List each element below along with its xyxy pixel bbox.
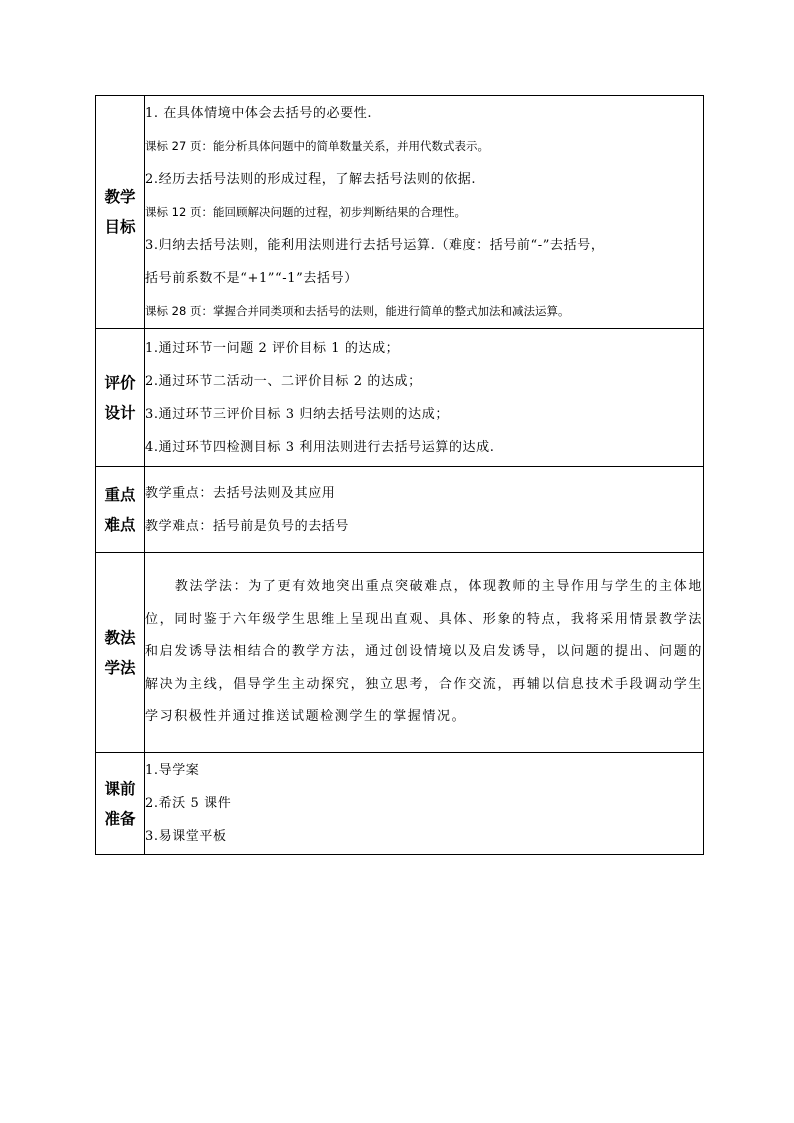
evaluation-line: 4.通过环节四检测目标 3 利用法则进行去括号运算的达成. <box>145 439 495 455</box>
curriculum-standard-line: 课标 28 页：掌握合并同类项和去括号的法则，能进行简单的整式加法和减法运算。 <box>145 303 570 318</box>
section-row-evaluation <box>96 329 704 467</box>
label-line: 教学 <box>104 188 136 206</box>
section-label-key-points <box>96 467 145 553</box>
preparation-item: 1.导学案 <box>145 763 200 778</box>
label-line: 教法 <box>104 628 136 647</box>
evaluation-line: 2.通过环节二活动一、二评价目标 2 的达成； <box>145 373 422 389</box>
curriculum-standard-line: 课标 12 页：能回顾解决问题的过程，初步判断结果的合理性。 <box>145 204 466 219</box>
section-content-key-points <box>145 467 704 553</box>
section-label-methods <box>96 553 145 753</box>
lesson-plan-table <box>95 95 704 855</box>
section-content-methods <box>145 553 704 753</box>
curriculum-standard-line: 课标 27 页：能分析具体问题中的简单数量关系，并用代数式表示。 <box>145 138 489 153</box>
section-label-objectives <box>96 96 145 329</box>
section-label-evaluation <box>96 329 145 467</box>
key-point-line: 教学重点：去括号法则及其应用 <box>145 485 336 501</box>
label-line: 准备 <box>104 809 136 828</box>
section-row-key-points <box>96 467 704 553</box>
section-row-preparation <box>96 753 704 855</box>
label-line: 课前 <box>104 779 136 798</box>
evaluation-line: 3.通过环节三评价目标 3 归纳去括号法则的达成； <box>145 406 449 422</box>
section-content-evaluation <box>145 329 704 467</box>
section-row-methods <box>96 553 704 753</box>
label-line: 评价 <box>104 373 136 392</box>
label-line: 重点 <box>104 485 136 504</box>
label-line: 难点 <box>104 515 136 534</box>
preparation-item: 2.希沃 5 课件 <box>145 796 232 811</box>
section-content-preparation <box>145 753 704 855</box>
label-line: 目标 <box>104 218 136 236</box>
section-row-objectives <box>96 96 704 329</box>
difficulty-line: 教学难点：括号前是负号的去括号 <box>145 518 350 534</box>
label-line: 学法 <box>104 658 136 677</box>
section-label-preparation <box>96 753 145 855</box>
evaluation-line: 1.通过环节一问题 2 评价目标 1 的达成； <box>145 340 400 356</box>
objective-line: 2.经历去括号法则的形成过程，了解去括号法则的依据. <box>145 171 477 187</box>
objective-line: 1. 在具体情境中体会去括号的必要性. <box>145 105 373 121</box>
label-line: 设计 <box>104 403 136 422</box>
objective-line: 3.归纳去括号法则，能利用法则进行去括号运算.（难度：括号前“-”去括号， <box>145 237 605 253</box>
section-content-objectives <box>145 96 704 329</box>
methods-paragraph: 教法学法：为了更有效地突出重点突破难点，体现教师的主导作用与学生的主体地位，同时鉴于六年级学生思维上呈现出直观、具体、形象的特点，我将采用情景教学法和启发诱导法相结合的教学方法，通过创设情境以及启发诱导，以问题的提出、问题的解决为主线，倡导学生主动探究，独立思考，合作交流，再辅以信息技术手段调动学生学习积极性并通过推送试题检测学生的掌握情况。 <box>145 579 703 725</box>
preparation-item: 3.易课堂平板 <box>145 829 227 844</box>
objective-line: 括号前系数不是“+1”“-1”去括号） <box>145 270 358 286</box>
